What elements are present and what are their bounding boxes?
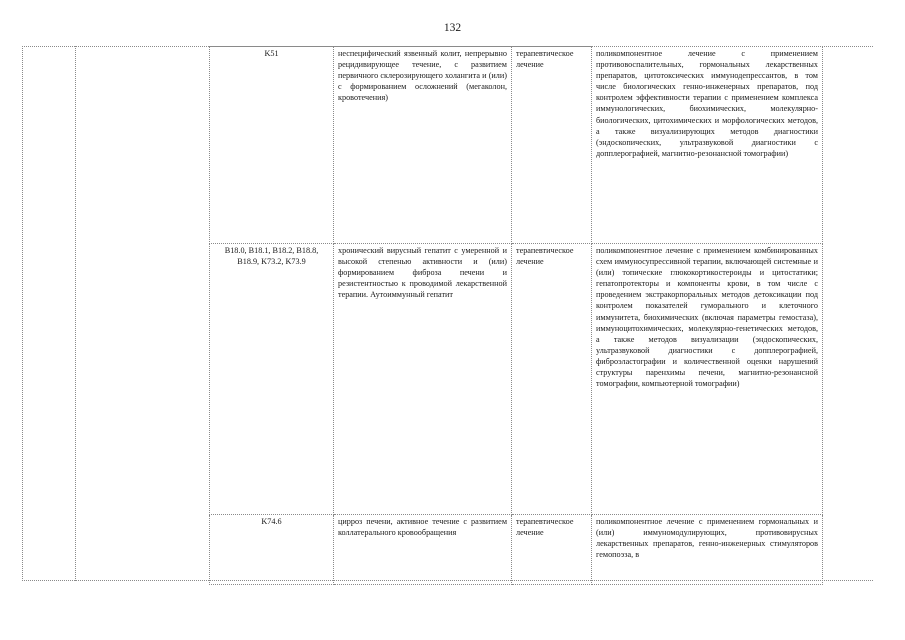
- method-cell: [592, 515, 823, 585]
- icd-code-cell: B18.0, B18.1, B18.2, B18.8, B18.9, K73.2, K73.9: [210, 244, 334, 515]
- disease-cell: хронический вирусный гепатит с умеренной и высокой степенью активности и (или) формированием фиброза печени и резистентностью к проводимой лекарственной терапии. Аутоиммунный гепатит: [334, 244, 512, 515]
- method-cell: поликомпонентное лечение с применением противовоспалительных, гормональных лекарственных препаратов, цитотоксических иммунодепрессантов, в том числе биологических генно-инженерных препаратов, под контролем эффективности терапии с применением комплекса иммунологических, биохимических, молекулярно-биологических, цитохимических и морфологических методов, а также визуализирующих методов диагностики (эндоскопических, ультразвуковой диагностики с допплерографией, магнитно-резонансной томографии): [592, 47, 823, 244]
- treatment-table: [209, 46, 823, 585]
- table-row: [210, 244, 823, 515]
- table-row: [210, 47, 823, 244]
- column-divider: [75, 46, 76, 581]
- icd-code-cell: K51: [210, 47, 334, 244]
- cell-content: поликомпонентное лечение с применением гормональных и (или) иммуномодулирующих, противовирусных лекарственных препаратов, генно-инженерных стимуляторов гемопоэза, в: [596, 517, 818, 560]
- treatment-type-cell: терапевтическое лечение: [512, 47, 592, 244]
- treatment-type-cell: терапевтическое лечение: [512, 244, 592, 515]
- cell-content: K74.6: [261, 517, 282, 526]
- disease-cell: неспецифический язвенный колит, непрерывно рецидивирующее течение, с развитием первичного склерозирующего холангита и (или) с формированием осложнений (мегаколон, кровотечения): [334, 47, 512, 244]
- page-number: 132: [443, 22, 462, 34]
- treatment-type-cell: [512, 515, 592, 585]
- cell-content: терапевтическое лечение: [516, 517, 574, 538]
- method-cell: поликомпонентное лечение с применением комбинированных схем иммуносупрессивной терапии, включающей системные и (или) топические глюкокортикостероиды и цитостатики; гепатопротекторы и компоненты крови, в том числе с проведением экстракорпоральных методов детоксикации под контролем показателей гуморального и клеточного иммунитета, биохимических (включая параметры гемостаза), иммуноцитохимических, молекулярно-генетических методов, а также методов визуализации (эндоскопических, ультразвуковой диагностики с допплерографией, фиброэластографии и количественной оценки нарушений структуры паренхимы печени, магнитно-резонансной томографии, компьютерной томографии): [592, 244, 823, 515]
- table-row: [210, 515, 823, 585]
- disease-cell: [334, 515, 512, 585]
- cell-content: цирроз печени, активное течение с развитием коллатерального кровообращения: [338, 517, 507, 538]
- icd-code-cell: [210, 515, 334, 585]
